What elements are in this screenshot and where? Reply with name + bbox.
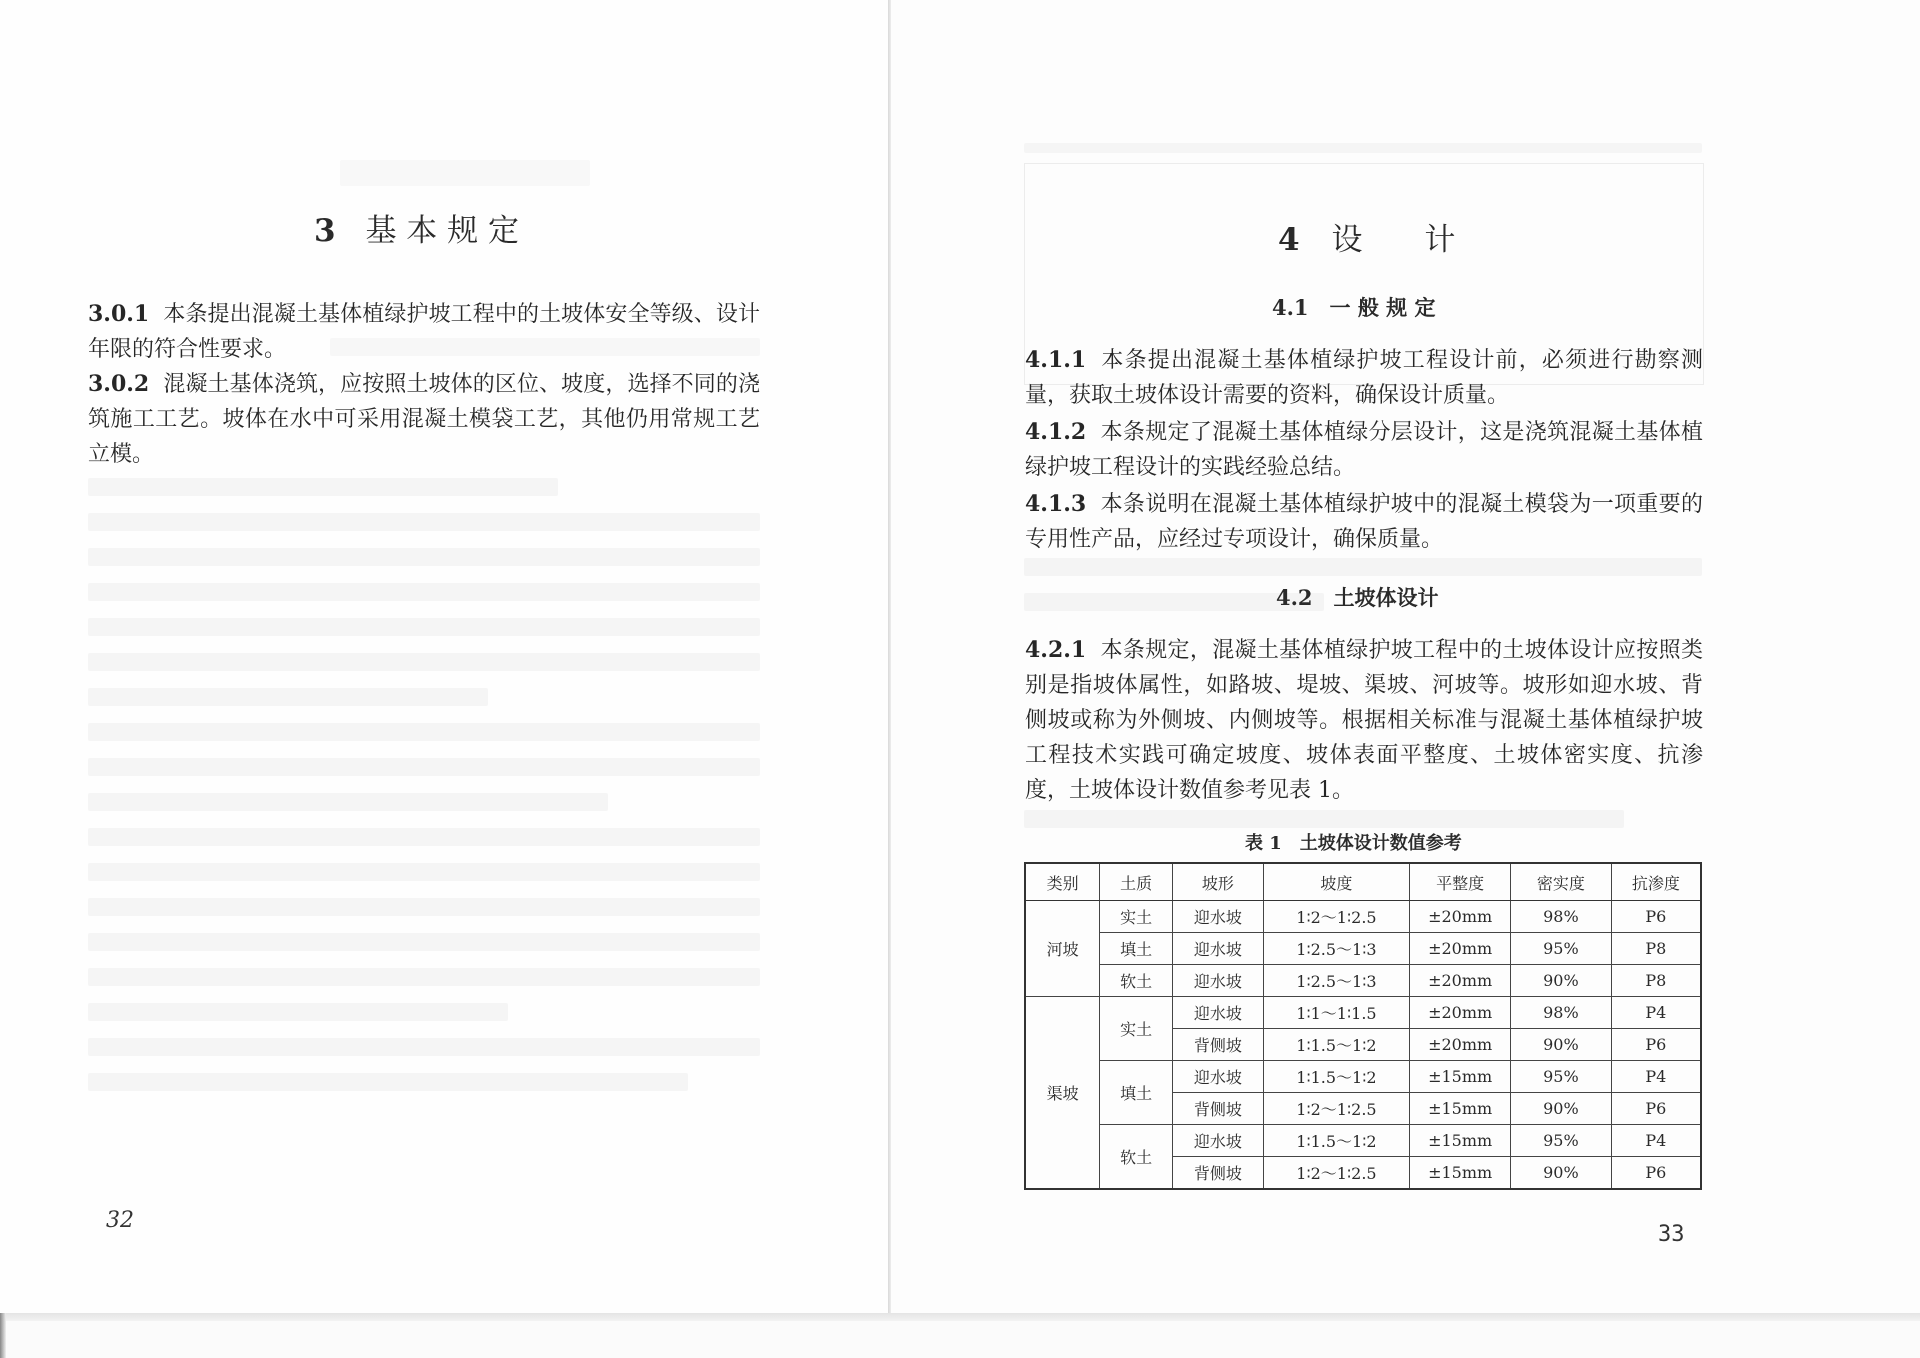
scan-edge-shadow [0,1313,6,1358]
clause-4-1-2 [1025,415,1703,485]
flatness-cell: ±15mm [1410,1157,1511,1190]
slope-cell: 1∶2～1∶2.5 [1263,1157,1410,1190]
chapter-title: 基 本 规 定 [365,213,519,249]
table-row [1025,1125,1701,1157]
shape-cell: 迎水坡 [1173,933,1264,965]
section-heading-4-2: 4.2 土坡体设计 [1276,585,1439,610]
header-shape: 坡形 [1173,863,1264,901]
impermeability-cell: P4 [1611,997,1701,1029]
chapter-number: 4 [1278,222,1300,258]
page-number-left: 32 [106,1208,134,1233]
clause-3-0-1 [88,297,760,367]
chapter-number: 3 [314,213,336,249]
flatness-cell: ±20mm [1410,933,1511,965]
impermeability-cell: P6 [1611,1029,1701,1061]
impermeability-cell: P8 [1611,933,1701,965]
page-number-right: 33 [1658,1222,1685,1247]
density-cell: 95% [1511,933,1612,965]
clause-text: 本条提出混凝土基体植绿护坡工程中的土坡体安全等级、设计年限的符合性要求。 [88,302,760,362]
clause-number: 4.1.3 [1025,491,1087,517]
shape-cell: 背侧坡 [1173,1029,1264,1061]
chapter-title: 设 计 [1331,222,1456,258]
impermeability-cell: P8 [1611,965,1701,997]
density-cell: 98% [1511,901,1612,933]
clause-3-0-2 [88,367,760,472]
table-row [1025,965,1701,997]
slope-cell: 1∶1～1∶1.5 [1263,997,1410,1029]
chapter-heading-4 [1278,214,1455,259]
clause-number: 4.1.2 [1025,419,1087,445]
slope-cell: 1∶2.5～1∶3 [1263,965,1410,997]
impermeability-cell: P6 [1611,901,1701,933]
slope-cell: 1∶1.5～1∶2 [1263,1061,1410,1093]
table-row [1025,933,1701,965]
header-slope: 坡度 [1263,863,1410,901]
density-cell: 95% [1511,1125,1612,1157]
flatness-cell: ±20mm [1410,1029,1511,1061]
scan-bottom-margin [0,1321,1920,1358]
slope-cell: 1∶2.5～1∶3 [1263,933,1410,965]
table-header-row [1025,863,1701,901]
shape-cell: 背侧坡 [1173,1157,1264,1190]
flatness-cell: ±15mm [1410,1125,1511,1157]
flatness-cell: ±20mm [1410,997,1511,1029]
section-heading-4-1: 4.1 一 般 规 定 [1272,295,1436,320]
clause-text: 本条规定了混凝土基体植绿分层设计，这是浇筑混凝土基体植绿护坡工程设计的实践经验总结。 [1025,420,1703,480]
slope-cell: 1∶2～1∶2.5 [1263,901,1410,933]
impermeability-cell: P6 [1611,1157,1701,1190]
clause-text: 本条规定，混凝土基体植绿护坡工程中的土坡体设计应按照类别是指坡体属性，如路坡、堤坡、渠坡、河坡等。坡形如迎水坡、背侧坡或称为外侧坡、内侧坡等。根据相关标准与混凝土基体植绿护坡工程技术实践可确定坡度、坡体表面平整度、土坡体密实度、抗渗度，土坡体设计数值参考见表 1。 [1025,638,1703,803]
soil-cell: 软土 [1100,1125,1173,1190]
flatness-cell: ±20mm [1410,901,1511,933]
book-gutter [888,0,891,1315]
header-impermeability: 抗渗度 [1611,863,1701,901]
category-cell: 河坡 [1025,901,1100,997]
slope-cell: 1∶1.5～1∶2 [1263,1125,1410,1157]
shape-cell: 迎水坡 [1173,997,1264,1029]
density-cell: 95% [1511,1061,1612,1093]
soil-cell: 填土 [1100,933,1173,965]
impermeability-cell: P4 [1611,1061,1701,1093]
clause-4-1-3 [1025,487,1703,557]
scan-edge-strip [0,1313,1920,1321]
soil-cell: 填土 [1100,1061,1173,1125]
shape-cell: 迎水坡 [1173,965,1264,997]
clause-number: 3.0.1 [88,301,150,327]
flatness-cell: ±15mm [1410,1093,1511,1125]
chapter-heading-3 [314,205,519,250]
clause-number: 3.0.2 [88,371,150,397]
clause-4-1-1 [1025,343,1703,413]
slope-cell: 1∶1.5～1∶2 [1263,1029,1410,1061]
clause-number: 4.2.1 [1025,637,1087,663]
slope-cell: 1∶2～1∶2.5 [1263,1093,1410,1125]
density-cell: 90% [1511,965,1612,997]
flatness-cell: ±15mm [1410,1061,1511,1093]
clause-text: 本条说明在混凝土基体植绿护坡中的混凝土模袋为一项重要的专用性产品，应经过专项设计，确保质量。 [1025,492,1703,552]
header-density: 密实度 [1511,863,1612,901]
soil-slope-design-table [1024,862,1702,1190]
header-soil: 土质 [1100,863,1173,901]
density-cell: 90% [1511,1093,1612,1125]
header-flatness: 平整度 [1410,863,1511,901]
table-row [1025,901,1701,933]
soil-cell: 软土 [1100,965,1173,997]
table-caption: 表 1 土坡体设计数值参考 [1245,833,1462,854]
table-row [1025,997,1701,1029]
impermeability-cell: P4 [1611,1125,1701,1157]
shape-cell: 迎水坡 [1173,901,1264,933]
table-row [1025,1061,1701,1093]
soil-cell: 实土 [1100,997,1173,1061]
clause-4-2-1 [1025,633,1703,808]
category-cell: 渠坡 [1025,997,1100,1190]
clause-text: 本条提出混凝土基体植绿护坡工程设计前，必须进行勘察测量，获取土坡体设计需要的资料，确保设计质量。 [1025,348,1703,408]
header-category: 类别 [1025,863,1100,901]
shape-cell: 迎水坡 [1173,1125,1264,1157]
impermeability-cell: P6 [1611,1093,1701,1125]
density-cell: 90% [1511,1157,1612,1190]
soil-cell: 实土 [1100,901,1173,933]
flatness-cell: ±20mm [1410,965,1511,997]
density-cell: 98% [1511,997,1612,1029]
density-cell: 90% [1511,1029,1612,1061]
clause-number: 4.1.1 [1025,347,1087,373]
shape-cell: 迎水坡 [1173,1061,1264,1093]
clause-text: 混凝土基体浇筑，应按照土坡体的区位、坡度，选择不同的浇筑施工工艺。坡体在水中可采用混凝土模袋工艺，其他仍用常规工艺立模。 [88,372,760,467]
shape-cell: 背侧坡 [1173,1093,1264,1125]
